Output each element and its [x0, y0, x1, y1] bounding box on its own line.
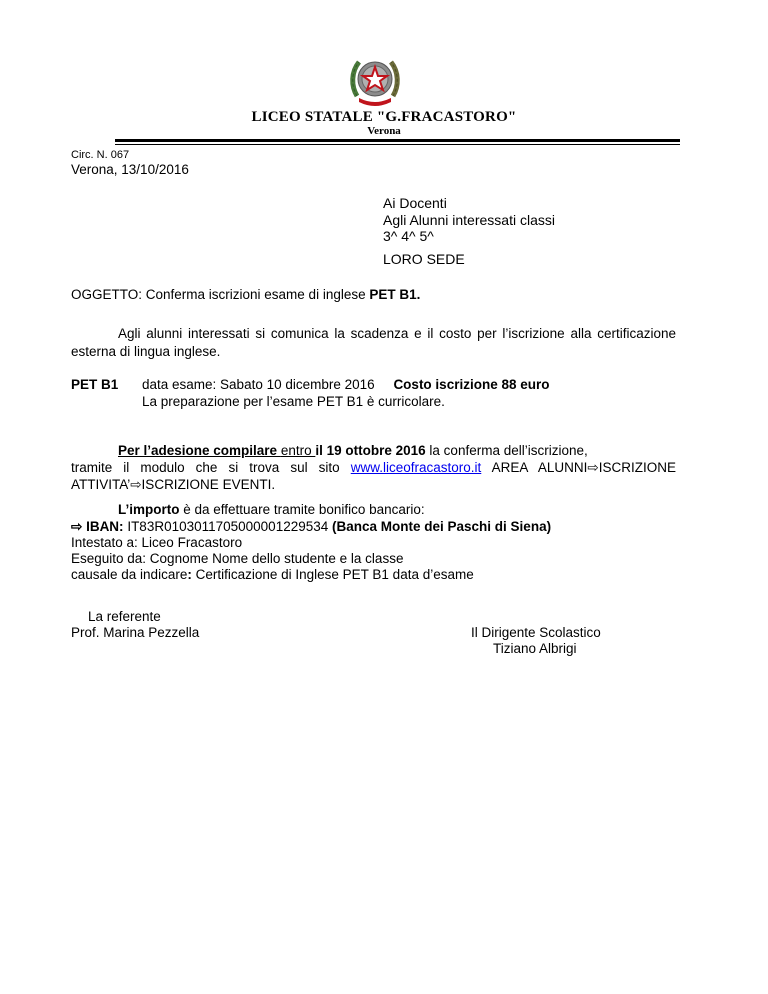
adhesion-line2-pre: tramite il modulo che si trova sul sito: [71, 460, 340, 475]
exam-date-line: [142, 377, 549, 392]
school-name: LICEO STATALE "G.FRACASTORO": [251, 109, 517, 125]
subject-exam: PET B1.: [369, 287, 421, 302]
intro-line-1: Agli alunni interessati si comunica la scadenza e il costo per l’iscrizione alla certificazione: [118, 326, 676, 341]
adhesion-line-3: ATTIVITA’⇨ISCRIZIONE EVENTI.: [71, 477, 276, 492]
exam-note: La preparazione per l’esame PET B1 è curricolare.: [142, 394, 445, 409]
exam-label-text: PET B1: [71, 377, 119, 392]
adhesion-lead: Per l’adesione compilare: [118, 443, 281, 458]
subject-prefix: OGGETTO: Conferma iscrizioni esame di inglese: [71, 287, 370, 302]
adhesion-entro: entro: [280, 443, 316, 458]
exam-date: data esame: Sabato 10 dicembre 2016: [142, 377, 375, 392]
school-website-link[interactable]: www.liceofracastoro.it: [350, 460, 482, 475]
payment-lead-rest: è da effettuare tramite bonifico bancario:: [179, 502, 425, 517]
causale-label: causale da indicare: [71, 567, 188, 582]
adhesion-line-1: [118, 443, 588, 458]
adhesion-rest: la conferma dell’iscrizione,: [425, 443, 588, 458]
payment-lead-bold: L’importo: [118, 502, 180, 517]
circular-number: Circ. N. 067: [71, 149, 130, 161]
exam-cost: Costo iscrizione 88 euro: [393, 377, 550, 392]
causale-text: Certificazione di Inglese PET B1 data d’esame: [191, 567, 474, 582]
subject-line: [71, 287, 420, 302]
adhesion-il: il: [315, 443, 327, 458]
referente-name: Prof. Marina Pezzella: [71, 625, 200, 640]
dirigente-name: Tiziano Albrigi: [493, 641, 577, 656]
exam-label: [71, 377, 118, 392]
iban-label: IBAN:: [86, 519, 124, 534]
document-date: Verona, 13/10/2016: [71, 162, 189, 177]
iban-value: IT83R0103011705000001229534: [123, 519, 333, 534]
recipient-line-3: 3^ 4^ 5^: [383, 228, 434, 244]
payment-eseguito: Eseguito da: Cognome Nome dello studente e la classe: [71, 551, 404, 566]
bank-name: (Banca Monte dei Paschi di Siena): [332, 519, 552, 534]
iban-line: [71, 519, 551, 535]
adhesion-line-2: [71, 460, 676, 476]
school-city: Verona: [367, 125, 401, 137]
adhesion-line2-post: AREA ALUNNI⇨ISCRIZIONE: [491, 460, 676, 475]
header-rule-thin: [115, 144, 680, 145]
recipient-line-1: Ai Docenti: [383, 195, 447, 211]
causale-colon: :: [187, 567, 192, 582]
adhesion-deadline: 19 ottobre 2016: [326, 443, 426, 458]
recipient-line-2: Agli Alunni interessati classi: [383, 212, 555, 228]
italian-republic-emblem-icon: [347, 52, 403, 108]
dirigente-title: Il Dirigente Scolastico: [471, 625, 601, 640]
payment-causale: [71, 567, 474, 582]
payment-intestato: Intestato a: Liceo Fracastoro: [71, 535, 243, 550]
arrow-right-icon: ⇨: [71, 519, 87, 534]
header-rule-thick: [115, 139, 680, 142]
intro-line-2: esterna di lingua inglese.: [71, 344, 221, 359]
recipient-line-4: LORO SEDE: [383, 251, 465, 267]
payment-lead: [118, 502, 425, 517]
referente-title: La referente: [88, 609, 161, 624]
